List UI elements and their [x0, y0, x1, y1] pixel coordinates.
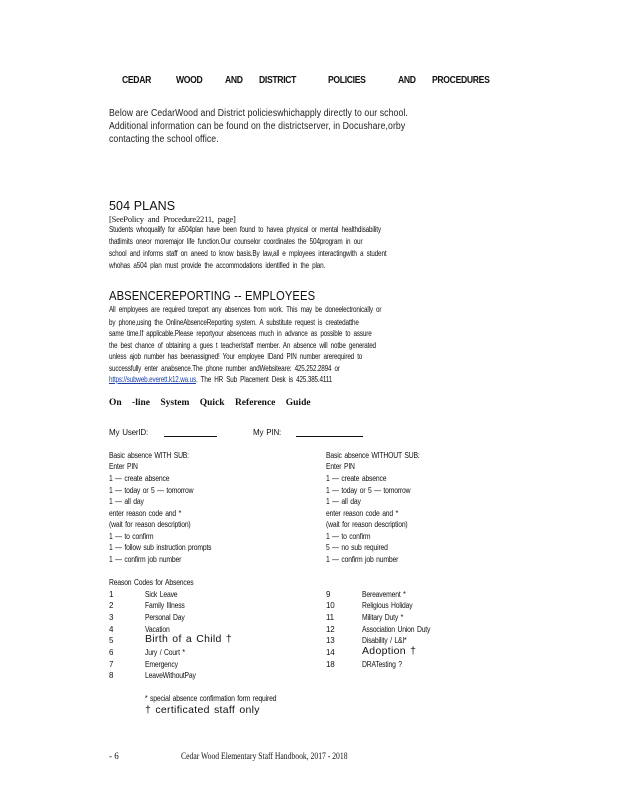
pin-label: My PIN:	[253, 428, 282, 437]
step-line: 5 — no sub required	[326, 543, 388, 552]
title-word: POLICIES	[328, 74, 366, 86]
paragraph-line: Students whoqualify for a504plan have been found to havea physical or mental healthdisability	[109, 225, 381, 234]
reason-code: 7	[109, 660, 114, 669]
title-word: CEDAR	[122, 74, 151, 86]
reason-label: Birth of a Child †	[145, 633, 233, 645]
step-line: Enter PIN	[326, 462, 355, 471]
title-word: AND	[225, 74, 243, 86]
reason-code: 5	[109, 636, 114, 645]
paragraph-line: All employees are required toreport any absences from work. This may be doneelectronically or	[109, 305, 382, 314]
step-line: Basic absence WITH SUB:	[109, 451, 189, 460]
reason-code: 4	[109, 625, 114, 634]
step-line: Enter PIN	[109, 462, 138, 471]
intro-line: Below are CedarWood and District policieswhichapply directly to our school.	[109, 108, 408, 119]
step-line: 1 — confirm job number	[326, 555, 399, 564]
paragraph-line	[109, 375, 332, 384]
reason-code: 11	[326, 613, 334, 622]
reason-code: 6	[109, 648, 114, 657]
reason-code: 18	[326, 660, 335, 669]
page-title	[0, 74, 618, 88]
step-line: 1 — all day	[109, 497, 144, 506]
title-word: DISTRICT	[259, 74, 297, 86]
step-line: (wait for reason description)	[109, 520, 191, 529]
paragraph-line: the best chance of obtaining a gues t teacher/staff member. An absence will notbe generated	[109, 341, 376, 350]
intro-line: Additional information can be found on the districtserver, in Docushare,orby	[109, 121, 406, 132]
reason-label: Jury / Court *	[145, 648, 185, 657]
step-line: 1 — follow sub instruction prompts	[109, 543, 212, 552]
section-heading-504: 504 PLANS	[109, 199, 176, 213]
reason-code: 14	[326, 648, 335, 657]
reason-label: Adoption †	[362, 645, 417, 657]
reason-code: 12	[326, 625, 335, 634]
reason-label: Association Union Duty	[362, 625, 431, 634]
quick-reference-title: On -line System Quick Reference Guide	[109, 398, 311, 408]
hr-desk-text: . The HR Sub Placement Desk is 425.385.4111	[195, 375, 333, 384]
sub-website-link[interactable]: https://subweb.everett.k12.wa.us	[109, 375, 196, 384]
title-word: AND	[398, 74, 416, 86]
title-word: PROCEDURES	[432, 74, 490, 86]
step-line: (wait for reason description)	[326, 520, 408, 529]
step-line: 1 — all day	[326, 497, 361, 506]
reason-label: Military Duty *	[362, 613, 404, 622]
step-line: 1 — create absence	[109, 474, 170, 483]
paragraph-line: school and informs staff on aneed to know basis.By law,all e mployees interactingwith a student	[109, 249, 387, 258]
reason-label: Religious Holiday	[362, 601, 413, 610]
user-id-label: My UserID:	[109, 428, 149, 437]
reason-label: Family Illness	[145, 601, 185, 610]
paragraph-line: successfully enter anabsence.The phone number andWebsiteare: 425.252.2894 or	[109, 364, 340, 373]
footer-text: Cedar Wood Elementary Staff Handbook, 2017 - 2018	[181, 751, 348, 761]
reason-code: 8	[109, 671, 114, 680]
reason-code: 9	[326, 590, 331, 599]
step-line: enter reason code and *	[326, 509, 399, 518]
step-line: 1 — today or 5 — tomorrow	[109, 486, 194, 495]
certificated-note: † certificated staff only	[145, 704, 260, 716]
reason-codes-heading: Reason Codes for Absences	[109, 578, 194, 587]
reason-label: Personal Day	[145, 613, 185, 622]
section-heading-absence: ABSENCEREPORTING -- EMPLOYEES	[109, 289, 316, 303]
reason-code: 13	[326, 636, 335, 645]
paragraph-line: whohas a504 plan must provide the accommodations identified in the plan.	[109, 261, 326, 270]
user-id-field[interactable]	[164, 436, 217, 437]
paragraph-line: same time.If applicable.Please reportyour absenceas much in advance as possible to assure	[109, 329, 372, 338]
step-line: 1 — create absence	[326, 474, 387, 483]
step-line: 1 — confirm job number	[109, 555, 182, 564]
reason-label: Bereavement *	[362, 590, 406, 599]
step-line: Basic absence WITHOUT SUB:	[326, 451, 420, 460]
reason-code: 2	[109, 601, 114, 610]
step-line: 1 — today or 5 — tomorrow	[326, 486, 411, 495]
reason-code: 10	[326, 601, 335, 610]
intro-line: contacting the school office.	[109, 134, 219, 145]
title-word: WOOD	[176, 74, 203, 86]
reason-code: 1	[109, 590, 114, 599]
policy-reference: [SeePolicy and Procedure2211, page]	[109, 214, 236, 224]
reason-label: LeaveWithoutPay	[145, 671, 196, 680]
reason-label: Emergency	[145, 660, 178, 669]
paragraph-line: unless ajob number has beenassigned! Your employee IDand PIN number arerequired to	[109, 352, 363, 361]
step-line: enter reason code and *	[109, 509, 182, 518]
reason-code: 3	[109, 613, 114, 622]
page-number: - 6	[109, 751, 119, 761]
reason-label: DRATesting ?	[362, 660, 402, 669]
paragraph-line: thatlimits oneor moremajor life function.Our counselor coordinates the 504program in our	[109, 237, 363, 246]
reason-label: Vacation	[145, 625, 170, 634]
step-line: 1 — to confirm	[326, 532, 371, 541]
special-form-note: * special absence confirmation form required	[145, 694, 277, 703]
reason-label: Disability / L&I*	[362, 636, 407, 645]
step-line: 1 — to confirm	[109, 532, 154, 541]
reason-label: Sick Leave	[145, 590, 178, 599]
pin-field[interactable]	[296, 436, 363, 437]
paragraph-line: by phone,using the OnlineAbsenceReporting system. A substitute request is createdatthe	[109, 318, 359, 327]
